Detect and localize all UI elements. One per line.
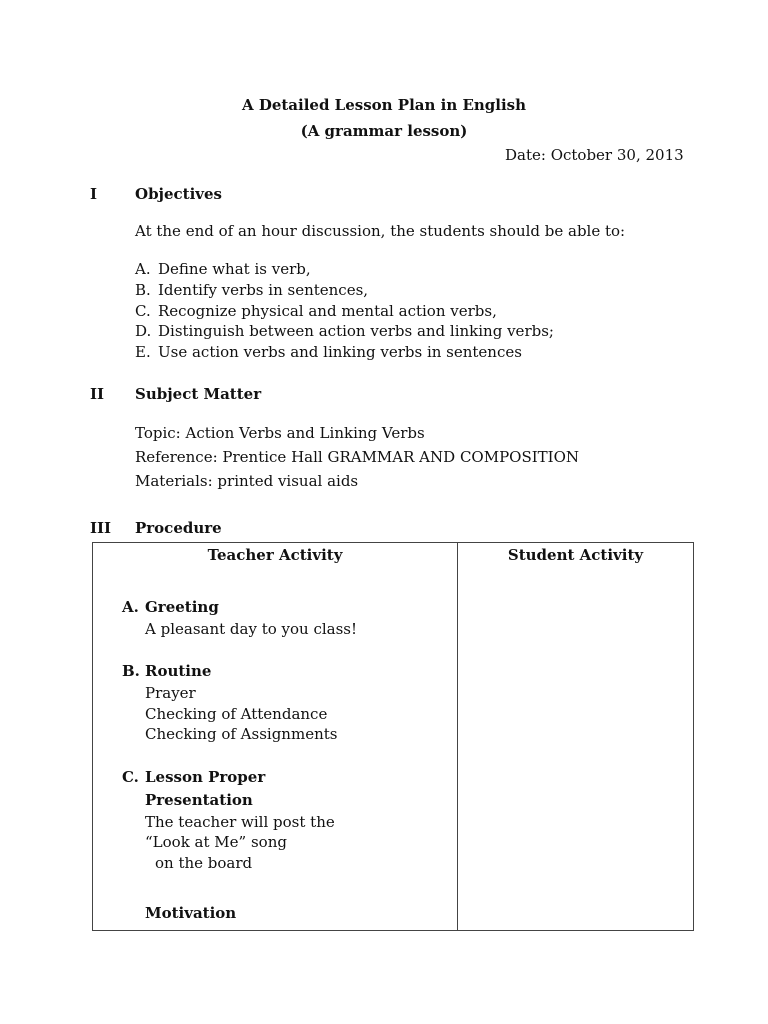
column-divider — [457, 543, 458, 930]
list-marker: A. — [135, 260, 151, 278]
list-marker: C. — [135, 301, 151, 320]
section-heading-procedure: Procedure — [135, 519, 222, 537]
presentation-line: “Look at Me” song — [145, 833, 287, 851]
list-marker: D. — [135, 322, 152, 341]
subject-matter-list — [135, 421, 579, 493]
lesson-marker: C. — [122, 768, 139, 786]
routine-line: Checking of Assignments — [145, 725, 338, 743]
document-title: A Detailed Lesson Plan in English — [241, 96, 527, 114]
greeting-marker: A. — [122, 598, 139, 616]
list-item-text: Define what is verb, — [158, 260, 311, 278]
presentation-heading: Presentation — [145, 791, 253, 809]
presentation-line: The teacher will post the — [145, 813, 335, 831]
routine-marker: B. — [122, 662, 140, 680]
greeting-line: A pleasant day to you class! — [145, 620, 358, 638]
subject-matter-materials: Materials: printed visual aids — [135, 472, 359, 490]
document-date: Date: October 30, 2013 — [505, 146, 684, 164]
section-heading-subject-matter: Subject Matter — [135, 385, 262, 403]
list-item-text: Recognize physical and mental action verbs, — [158, 301, 497, 320]
document-subtitle: (A grammar lesson) — [300, 122, 468, 140]
section-numeral-objectives: I — [90, 185, 98, 203]
procedure-table — [92, 542, 694, 931]
presentation-line: on the board — [155, 854, 253, 872]
routine-heading: Routine — [145, 662, 212, 680]
list-item-text: Distinguish between action verbs and linking verbs; — [158, 322, 554, 341]
section-heading-objectives: Objectives — [135, 185, 222, 203]
student-activity-header: Student Activity — [507, 546, 644, 564]
routine-line: Prayer — [145, 684, 196, 702]
subject-matter-topic: Topic: Action Verbs and Linking Verbs — [135, 424, 425, 442]
motivation-heading: Motivation — [145, 904, 237, 922]
list-item — [135, 321, 554, 342]
objectives-list — [135, 259, 554, 363]
teacher-activity-header: Teacher Activity — [207, 546, 343, 564]
list-item — [135, 342, 554, 363]
list-item — [135, 259, 554, 280]
list-item — [135, 301, 554, 322]
subject-matter-reference: Reference: Prentice Hall GRAMMAR AND COMPOSITION — [135, 448, 580, 466]
list-marker: B. — [135, 280, 151, 299]
list-item-text: Use action verbs and linking verbs in sentences — [158, 343, 522, 362]
list-item — [135, 280, 554, 301]
routine-line: Checking of Attendance — [145, 705, 328, 723]
objectives-intro: At the end of an hour discussion, the students should be able to: — [135, 222, 626, 240]
lesson-heading: Lesson Proper — [145, 768, 266, 786]
list-marker: E. — [135, 343, 151, 362]
section-numeral-procedure: III — [90, 519, 112, 537]
list-item-text: Identify verbs in sentences, — [158, 280, 369, 299]
section-numeral-subject-matter: II — [90, 385, 105, 403]
greeting-heading: Greeting — [145, 598, 219, 616]
